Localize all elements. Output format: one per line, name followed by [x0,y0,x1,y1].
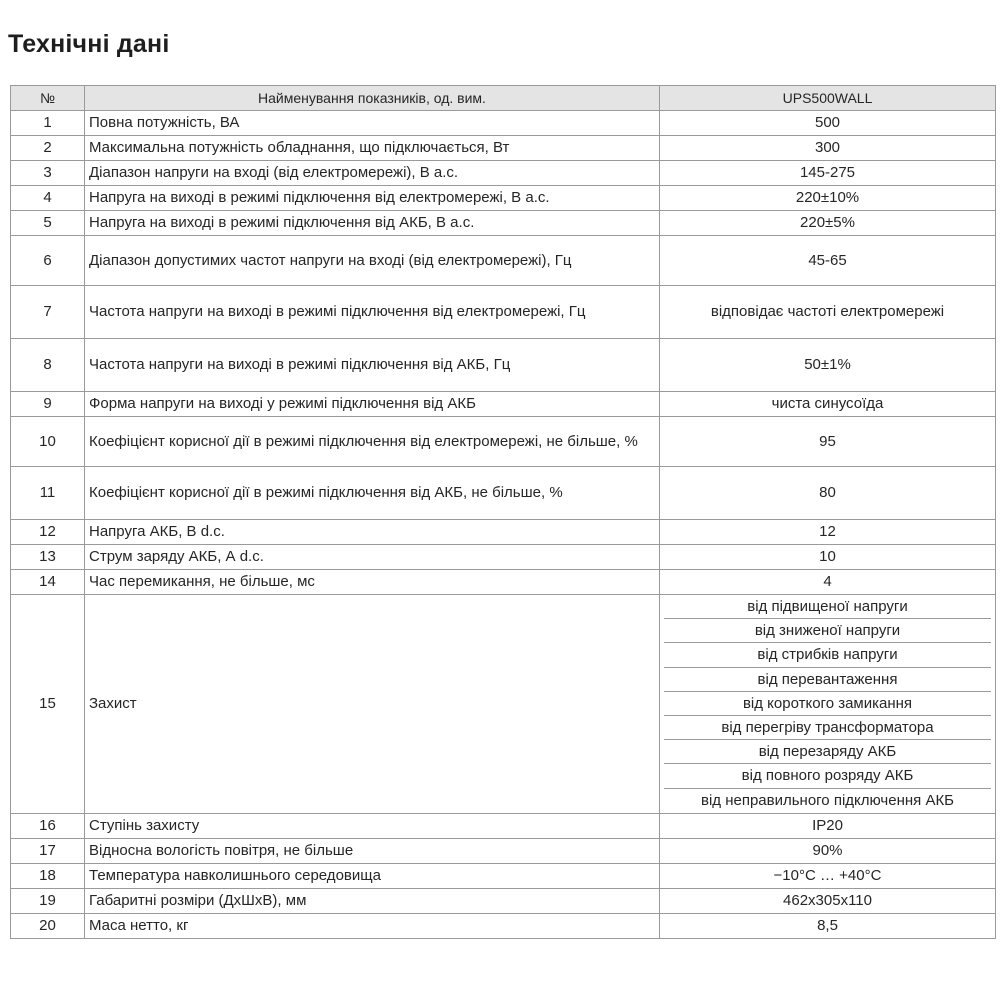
table-row [11,136,996,161]
row-name: Повна потужність, ВА [85,111,660,136]
row-num: 12 [11,520,85,545]
row-name: Маса нетто, кг [85,913,660,938]
row-name: Напруга на виході в режимі підключення від електромережі, В a.c. [85,186,660,211]
row-name: Відносна вологість повітря, не більше [85,838,660,863]
table-row [11,339,996,392]
row-num: 13 [11,545,85,570]
row-num: 16 [11,813,85,838]
row-value: 10 [660,545,996,570]
protection-list-cell [660,595,996,814]
row-value: 220±5% [660,211,996,236]
protection-item: від підвищеної напруги [664,595,991,619]
row-name: Частота напруги на виході в режимі підключення від АКБ, Гц [85,339,660,392]
table-header-row [11,86,996,111]
protection-row [11,595,996,814]
row-value: 500 [660,111,996,136]
protection-item: від зниженої напруги [664,619,991,643]
row-num: 18 [11,863,85,888]
row-num: 6 [11,236,85,286]
spec-table [10,85,996,939]
row-name: Діапазон напруги на вході (від електромережі), В a.c. [85,161,660,186]
table-row [11,392,996,417]
row-name: Струм заряду АКБ, А d.c. [85,545,660,570]
row-value: 145-275 [660,161,996,186]
row-value: чиста синусоїда [660,392,996,417]
table-row [11,467,996,520]
protection-item: від повного розряду АКБ [664,764,991,788]
row-num: 7 [11,286,85,339]
row-value: відповідає частоті електромережі [660,286,996,339]
protection-item: від перезаряду АКБ [664,740,991,764]
row-value: IP20 [660,813,996,838]
row-name: Напруга на виході в режимі підключення від АКБ, В a.c. [85,211,660,236]
row-num: 9 [11,392,85,417]
row-name: Частота напруги на виході в режимі підключення від електромережі, Гц [85,286,660,339]
table-row [11,570,996,595]
row-value: 12 [660,520,996,545]
row-name: Напруга АКБ, В d.c. [85,520,660,545]
header-model: UPS500WALL [660,86,996,111]
row-num: 1 [11,111,85,136]
protection-item: від перегріву трансформатора [664,716,991,740]
row-name: Ступінь захисту [85,813,660,838]
row-num: 17 [11,838,85,863]
row-name: Захист [85,595,660,814]
table-row [11,111,996,136]
row-name: Максимальна потужність обладнання, що підключається, Вт [85,136,660,161]
row-value: 462x305x110 [660,888,996,913]
table-row [11,161,996,186]
table-row [11,417,996,467]
row-name: Діапазон допустимих частот напруги на вході (від електромережі), Гц [85,236,660,286]
row-num: 8 [11,339,85,392]
row-num: 20 [11,913,85,938]
protection-item: від стрибків напруги [664,643,991,667]
row-value: 80 [660,467,996,520]
row-value: 90% [660,838,996,863]
row-name: Час перемикання, не більше, мс [85,570,660,595]
table-row [11,863,996,888]
row-num: 14 [11,570,85,595]
row-value: 95 [660,417,996,467]
protection-item: від неправильного підключення АКБ [700,791,955,809]
row-name: Коефіцієнт корисної дії в режимі підключення від АКБ, не більше, % [85,467,660,520]
table-row [11,888,996,913]
row-value: 300 [660,136,996,161]
row-value: −10°C … +40°C [660,863,996,888]
table-row [11,236,996,286]
row-value: 220±10% [660,186,996,211]
header-name: Найменування показників, од. вим. [85,86,660,111]
table-row [11,211,996,236]
page-title: Технічні дані [8,30,170,58]
table-row [11,838,996,863]
row-num: 3 [11,161,85,186]
header-num: № [11,86,85,111]
row-num: 19 [11,888,85,913]
row-num: 10 [11,417,85,467]
row-name: Коефіцієнт корисної дії в режимі підключення від електромережі, не більше, % [85,417,660,467]
row-num: 5 [11,211,85,236]
row-name: Температура навколишнього середовища [85,863,660,888]
row-name: Форма напруги на виході у режимі підключення від АКБ [85,392,660,417]
row-name: Габаритні розміри (ДхШхВ), мм [85,888,660,913]
table-row [11,913,996,938]
table-row [11,186,996,211]
protection-list [664,595,991,813]
row-value: 45-65 [660,236,996,286]
row-value: 50±1% [660,339,996,392]
row-value: 8,5 [660,913,996,938]
table-row [11,813,996,838]
row-num: 15 [11,595,85,814]
row-value: 4 [660,570,996,595]
table-row [11,520,996,545]
protection-item: від перевантаження [664,668,991,692]
table-row [11,545,996,570]
row-num: 2 [11,136,85,161]
row-num: 4 [11,186,85,211]
protection-item: від короткого замикання [664,692,991,716]
table-row [11,286,996,339]
row-num: 11 [11,467,85,520]
